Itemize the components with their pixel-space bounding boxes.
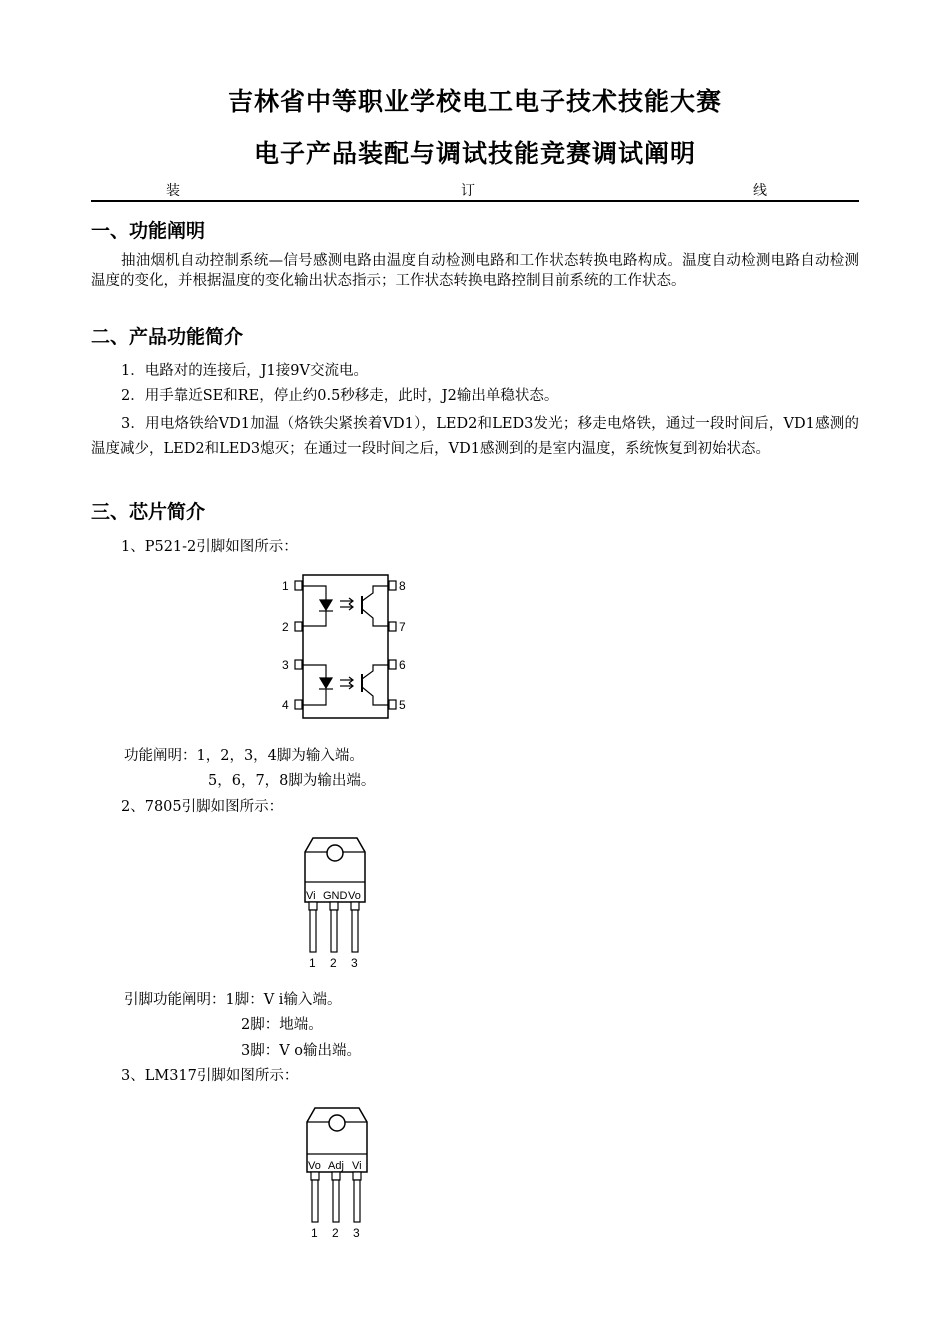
7805-pin-number: 2 bbox=[330, 956, 337, 970]
p521-pin-label: 7 bbox=[399, 620, 406, 634]
lm317-pin-number: 3 bbox=[353, 1226, 360, 1240]
p521-pinout-diagram bbox=[278, 570, 413, 720]
section1-body: 抽油烟机自动控制系统—信号感测电路由温度自动检测电路和工作状态转换电路构成。温度自动检测电路自动检测温度的变化，并根据温度的变化输出状态指示；工作状态转换电路控制目前系统的工作状态。 bbox=[91, 253, 859, 289]
chip1-desc-line1: 功能阐明：1，2，3，4脚为输入端。 bbox=[124, 748, 364, 764]
section2-item-1: 1．电路对的连接后，J1接9V交流电。 bbox=[121, 363, 368, 379]
binding-char-2: 订 bbox=[461, 183, 475, 199]
chip1-desc-line2: 5，6，7，8脚为输出端。 bbox=[208, 773, 376, 789]
chip3-caption: 3、LM317引脚如图所示： bbox=[121, 1068, 299, 1084]
lm317-pin-number: 1 bbox=[311, 1226, 318, 1240]
binding-line bbox=[91, 180, 859, 202]
7805-label-gnd: GND bbox=[323, 890, 348, 902]
lm317-label-vo: Vo bbox=[308, 1160, 321, 1172]
lm317-pinout-diagram bbox=[297, 1100, 377, 1242]
7805-pin-number: 3 bbox=[351, 956, 358, 970]
p521-pin-label: 3 bbox=[282, 658, 289, 672]
chip2-desc-line3: 3脚：V o输出端。 bbox=[241, 1043, 362, 1059]
section1-heading: 一、功能阐明 bbox=[91, 220, 206, 242]
chip1-caption: 1、P521-2引脚如图所示： bbox=[121, 539, 298, 555]
document-subtitle: 电子产品装配与调试技能竞赛调试阐明 bbox=[253, 139, 696, 168]
document-title: 吉林省中等职业学校电工电子技术技能大赛 bbox=[227, 87, 722, 116]
chip2-desc-line1: 引脚功能阐明：1脚：V i输入端。 bbox=[124, 992, 342, 1008]
p521-pin-label: 1 bbox=[282, 579, 289, 593]
lm317-pin-number: 2 bbox=[332, 1226, 339, 1240]
binding-char-3: 线 bbox=[753, 183, 767, 199]
7805-label-vo: Vo bbox=[348, 890, 361, 902]
7805-pinout-diagram bbox=[295, 830, 375, 972]
lm317-label-adj: Adj bbox=[328, 1160, 344, 1172]
binding-char-1: 装 bbox=[166, 183, 180, 199]
p521-pin-label: 4 bbox=[282, 698, 289, 712]
7805-label-vi: Vi bbox=[306, 890, 316, 902]
p521-pin-label: 5 bbox=[399, 698, 406, 712]
7805-pin-number: 1 bbox=[309, 956, 316, 970]
p521-pin-label: 8 bbox=[399, 579, 406, 593]
section3-heading: 三、芯片简介 bbox=[91, 501, 206, 523]
section2-heading: 二、产品功能简介 bbox=[91, 326, 244, 348]
section2-item-3: 3．用电烙铁给VD1加温（烙铁尖紧挨着VD1），LED2和LED3发光；移走电烙铁，通过一段时间后，VD1感测的温度减少，LED2和LED3熄灭；在通过一段时间之后，VD1感测到的是室内温度，系统恢复到初始状态。 bbox=[91, 416, 859, 457]
lm317-label-vi: Vi bbox=[352, 1160, 362, 1172]
p521-pin-label: 6 bbox=[399, 658, 406, 672]
section2-item-2: 2．用手靠近SE和RE，停止约0.5秒移走，此时，J2输出单稳状态。 bbox=[121, 388, 559, 404]
p521-pin-label: 2 bbox=[282, 620, 289, 634]
chip2-desc-line2: 2脚：地端。 bbox=[241, 1017, 323, 1033]
chip2-caption: 2、7805引脚如图所示： bbox=[121, 799, 284, 815]
